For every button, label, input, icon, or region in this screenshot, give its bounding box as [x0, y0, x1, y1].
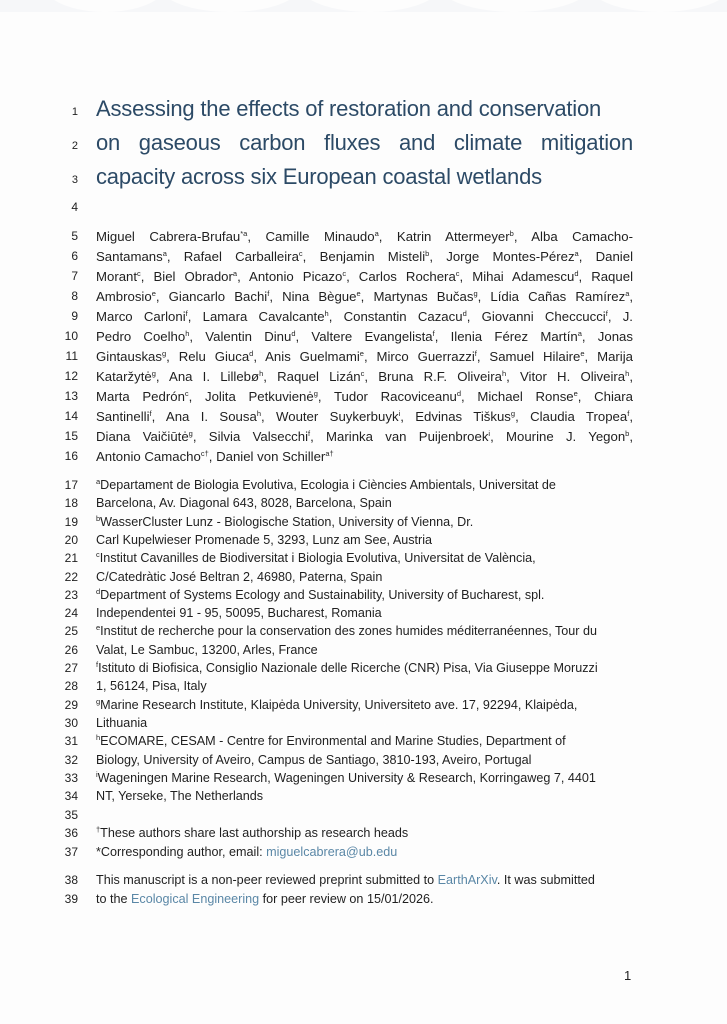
author-name: , Constantin Cazacu [328, 309, 463, 324]
author-line [96, 309, 633, 324]
affiliation-superscript: g [161, 349, 167, 358]
affiliation-superscript: f [96, 660, 99, 669]
affiliation-superscript: h [259, 369, 264, 378]
affiliation-line [96, 716, 633, 730]
affiliation-superscript: b [509, 229, 514, 238]
author-name: , Lamara Cavalcante [187, 309, 325, 324]
author-name: , Michael Ronse [461, 389, 574, 404]
affiliation-line [96, 606, 633, 620]
author-name: Morant [96, 269, 138, 284]
author-line [96, 449, 633, 464]
affiliation-superscript: a [162, 249, 167, 258]
affiliation-superscript: h [185, 329, 190, 338]
eartharxiv-link[interactable]: EarthArXiv [437, 873, 497, 887]
affiliation-superscript: c [298, 249, 303, 258]
author-name: , Marinka van Puijenbroek [310, 429, 489, 444]
author-name: , Vitor H. Oliveira [506, 369, 626, 384]
author-line [96, 349, 633, 364]
author-name: , Wouter Suykerbuyk [261, 409, 399, 424]
affiliation-superscript: e [573, 389, 578, 398]
author-name: , Giovanni Checcucci [466, 309, 606, 324]
email-link[interactable]: miguelcabrera@ub.edu [266, 845, 398, 859]
author-name: , Martynas Bučas [360, 289, 474, 304]
author-name: Miguel Cabrera-Brufau [96, 229, 241, 244]
preprint-notice-line [96, 892, 633, 906]
title-line: Assessing the effects of restoration and conservation [96, 96, 602, 121]
affiliation-superscript: c [137, 269, 141, 278]
author-name: Gintauskas [96, 349, 162, 364]
author-name: , Edvinas Tiškus [400, 409, 511, 424]
author-name: , Camille Minaudo [247, 229, 375, 244]
line-number: 6 [71, 249, 78, 263]
affiliation-text: Barcelona, Av. Diagonal 643, 8028, Barcelona, Spain [96, 496, 392, 511]
affiliation-superscript: † [96, 825, 101, 834]
page-number: 1 [624, 968, 632, 983]
line-number: 10 [64, 329, 78, 343]
line-number: 28 [64, 679, 78, 694]
affiliation-text: Departament de Biologia Evolutiva, Ecologia i Ciències Ambientals, Universitat de [100, 478, 556, 492]
author-name: , Tudor Racoviceanu [317, 389, 457, 404]
affiliation-line [96, 551, 633, 565]
affiliation-superscript: f [627, 409, 630, 418]
author-line [96, 389, 633, 404]
affiliation-text: WasserCluster Lunz - Biologische Station, University of Vienna, Dr. [100, 514, 474, 529]
affiliation-superscript: c [342, 269, 347, 278]
affiliation-superscript: g [188, 429, 193, 438]
affiliation-line [96, 624, 633, 638]
line-number: 16 [64, 449, 78, 463]
line-number: 4 [71, 200, 78, 214]
notice-text: to the [96, 892, 132, 906]
line-number: 14 [64, 409, 78, 423]
affiliation-superscript: b [625, 429, 630, 438]
author-name: , Lídia Cañas Ramírez [477, 289, 626, 304]
affiliation-text: Biology, University of Aveiro, Campus de Santiago, 3810-193, Aveiro, Portugal [96, 752, 532, 767]
author-name: Diana Vaičiūtė [96, 429, 189, 444]
author-name: Santamans [96, 249, 163, 264]
author-name: , Mourine J. Yegon [490, 429, 626, 444]
author-name: , Bruna R.F. Oliveira [364, 369, 502, 384]
author-name: , Relu Giuca [166, 349, 250, 364]
affiliation-superscript: h [501, 369, 507, 378]
line-number: 9 [71, 309, 78, 323]
affiliation-line [96, 588, 633, 602]
preprint-notice-line [96, 873, 633, 887]
author-name: , Jonas [581, 329, 633, 344]
affiliation-text: Institut Cavanilles de Biodiversitat i Biologia Evolutiva, Universitat de València, [99, 551, 536, 566]
affiliation-line [96, 515, 633, 529]
line-number: 19 [64, 514, 78, 529]
author-name: , Carlos Rochera [346, 269, 456, 284]
author-line [96, 289, 633, 304]
line-number: 29 [64, 697, 78, 712]
author-name: , Valentin Dinu [189, 329, 292, 344]
line-number: 34 [64, 789, 78, 804]
line-number: 24 [64, 606, 78, 621]
affiliation-superscript: f [474, 349, 477, 358]
author-name: , Biel Obrador [140, 269, 233, 284]
affiliation-superscript: g [96, 696, 101, 706]
affiliation-superscript: e [359, 349, 364, 358]
affiliation-superscript: e [580, 349, 585, 358]
affiliation-superscript: c [96, 550, 100, 560]
affiliation-superscript: d [456, 389, 462, 398]
affiliation-superscript: a [96, 477, 101, 486]
affiliation-superscript: i [488, 429, 491, 438]
affiliation-text: Carl Kupelwieser Promenade 5, 3293, Lunz am See, Austria [96, 532, 433, 547]
affiliation-line [96, 533, 633, 547]
line-number: 33 [64, 770, 78, 785]
affiliation-superscript: *a [240, 229, 248, 238]
line-number: 17 [64, 478, 78, 492]
affiliation-superscript: g [473, 289, 478, 298]
author-name: , Samuel Hilaire [476, 349, 581, 364]
line-number: 39 [64, 892, 78, 906]
line-number: 26 [64, 642, 78, 657]
author-name: , Rafael Carballeira [166, 249, 299, 264]
author-name: , Alba Camacho- [513, 229, 633, 244]
affiliation-line [96, 661, 633, 675]
affiliation-superscript: a† [325, 449, 334, 458]
affiliation-text: Independentei 91 - 95, 50095, Bucharest, Romania [96, 606, 382, 621]
title-line: on gaseous carbon fluxes and climate mitigation [96, 130, 633, 155]
affiliation-superscript: f [432, 329, 435, 338]
affiliation-line [96, 496, 633, 510]
line-number: 15 [64, 429, 78, 443]
author-line [96, 369, 633, 384]
affiliation-text: C/Catedràtic José Beltran 2, 46980, Paterna, Spain [96, 569, 383, 584]
line-number: 35 [64, 808, 78, 822]
line-number: 30 [64, 715, 78, 730]
author-name: , Chiara [577, 389, 633, 404]
affiliation-superscript: f [308, 429, 311, 438]
line-number: 18 [64, 496, 78, 511]
line-number: 1 [71, 106, 78, 118]
author-name: , Ana I. Lillebø [155, 369, 260, 384]
affiliation-superscript: e [96, 623, 101, 633]
author-name: , Nina Bègue [269, 289, 357, 304]
affiliation-text: NT, Yerseke, The Netherlands [96, 789, 264, 804]
author-name: , Benjamin Misteli [302, 249, 426, 264]
affiliation-superscript: d [96, 586, 101, 596]
affiliation-superscript: c [455, 269, 460, 278]
line-number: 37 [64, 845, 78, 859]
top-page-edge [0, 0, 727, 12]
line-number: 31 [64, 734, 78, 749]
affiliation-text: Wageningen Marine Research, Wageningen University & Research, Korringaweg 7, 4401 [97, 770, 596, 785]
corresponding-author-note [96, 845, 633, 859]
affiliation-superscript: f [185, 309, 188, 318]
affiliation-text: 1, 56124, Pisa, Italy [96, 679, 207, 694]
author-name: , Marija [584, 349, 633, 364]
author-name: Antonio Camacho [96, 449, 201, 464]
line-number: 36 [64, 826, 78, 840]
author-line [96, 269, 633, 284]
affiliation-line [96, 478, 633, 492]
line-number: 22 [64, 569, 78, 584]
affiliation-superscript: f [267, 289, 270, 298]
line-number: 13 [64, 389, 78, 403]
affiliation-superscript: b [425, 249, 430, 258]
affiliation-line [96, 734, 633, 748]
affiliation-text: Marine Research Institute, Klaipėda University, Universiteto ave. 17, 92294, Klaipėda, [100, 697, 578, 712]
affiliation-text: ECOMARE, CESAM - Centre for Environmental and Marine Studies, Department of [100, 734, 566, 749]
affiliation-text: Valat, Le Sambuc, 13200, Arles, France [96, 642, 318, 657]
author-name: , [629, 369, 633, 384]
author-name: , Ana I. Sousa [151, 409, 257, 424]
line-number: 8 [71, 289, 78, 303]
author-name: , Claudia Tropea [515, 409, 628, 424]
author-name: , Katrin Attermeyer [378, 229, 510, 244]
affiliation-superscript: d [291, 329, 296, 338]
notice-text: for peer review on 15/01/2026. [259, 892, 434, 906]
author-name: Marta Pedrón [96, 389, 185, 404]
author-name: Pedro Coelho [96, 329, 186, 344]
author-name: Kataržytė [96, 369, 152, 384]
affiliation-superscript: c [184, 389, 189, 398]
affiliation-superscript: g [151, 369, 156, 378]
line-number: 7 [71, 269, 78, 283]
note-text: These authors share last authorship as research heads [100, 826, 409, 840]
journal-link[interactable]: Ecological Engineering [131, 892, 260, 906]
line-number: 11 [65, 349, 78, 363]
author-name: , Mirco Guerrazzi [363, 349, 475, 364]
line-number: 38 [64, 873, 78, 887]
line-number: 2 [71, 140, 78, 152]
author-name: , [629, 289, 634, 304]
affiliation-superscript: h [256, 409, 261, 418]
author-name: , Ilenia Férez Martín [434, 329, 578, 344]
affiliation-line [96, 698, 633, 712]
affiliation-superscript: a [577, 329, 582, 338]
author-name: , Daniel von Schiller [208, 449, 326, 464]
author-line [96, 329, 633, 344]
affiliation-superscript: g [313, 389, 318, 398]
affiliation-superscript: i [398, 409, 401, 418]
affiliation-text: Institut de recherche pour la conservation des zones humides méditerranéennes, Tour du [100, 624, 597, 639]
affiliation-text: Lithuania [96, 715, 148, 730]
author-name: , [629, 409, 633, 424]
line-number: 25 [64, 624, 78, 639]
author-name: , Silvia Valsecchi [192, 429, 309, 444]
author-name: , [629, 429, 634, 444]
author-name: Ambrosio [96, 289, 152, 304]
affiliation-superscript: d [249, 349, 254, 358]
author-name: , Jorge Montes-Pérez [429, 249, 575, 264]
author-name: , Jolita Petkuvienė [188, 389, 314, 404]
affiliation-superscript: a [574, 249, 579, 258]
author-name: Marco Carloni [96, 309, 186, 324]
line-number: 5 [71, 229, 78, 243]
affiliation-line [96, 753, 633, 767]
affiliation-superscript: a [625, 289, 630, 298]
line-number: 21 [64, 551, 78, 566]
affiliation-line [96, 643, 633, 657]
author-line [96, 249, 633, 264]
author-line [96, 229, 633, 244]
affiliation-superscript: f [149, 409, 152, 418]
line-number: 27 [64, 661, 78, 675]
affiliation-superscript: f [605, 309, 608, 318]
notice-text: This manuscript is a non-peer reviewed preprint submitted to [96, 873, 438, 887]
affiliation-superscript: d [462, 309, 467, 318]
author-name: , Raquel [578, 269, 633, 284]
author-name: Santinelli [96, 409, 150, 424]
author-name: , J. [607, 309, 633, 324]
last-authorship-note [96, 826, 633, 840]
affiliation-superscript: h [96, 733, 101, 743]
affiliation-superscript: a [374, 229, 379, 238]
author-name: , Daniel [578, 249, 634, 264]
author-name: , Valtere Evangelista [295, 329, 433, 344]
affiliation-line [96, 679, 633, 693]
affiliation-superscript: h [324, 309, 329, 318]
affiliation-superscript: g [510, 409, 516, 418]
affiliation-superscript: c† [200, 449, 209, 458]
line-number: 23 [64, 587, 78, 602]
author-name: , Anis Guelmami [253, 349, 360, 364]
affiliation-line [96, 771, 633, 785]
affiliation-text: Department of Systems Ecology and Sustainability, University of Bucharest, spl. [100, 587, 545, 602]
affiliation-superscript: i [96, 769, 98, 779]
affiliation-superscript: a [232, 269, 238, 278]
note-text: *Corresponding author, email: [96, 845, 267, 859]
affiliation-superscript: b [96, 513, 101, 523]
notice-text: . It was submitted [496, 873, 595, 887]
line-number: 20 [64, 532, 78, 547]
author-name: , Mihai Adamescu [459, 269, 575, 284]
author-name: , Giancarlo Bachi [155, 289, 268, 304]
title-line: capacity across six European coastal wetlands [96, 164, 542, 189]
affiliation-line [96, 789, 633, 803]
author-line [96, 409, 633, 424]
line-number: 32 [64, 752, 78, 767]
line-number: 12 [64, 369, 78, 383]
affiliation-superscript: h [625, 369, 630, 378]
affiliation-superscript: e [151, 289, 156, 298]
affiliation-superscript: d [574, 269, 579, 278]
affiliation-text: Istituto di Biofisica, Consiglio Nazionale delle Ricerche (CNR) Pisa, Via Giuseppe Moruzzi [98, 661, 598, 675]
affiliation-superscript: e [356, 289, 361, 298]
affiliation-superscript: c [360, 369, 365, 378]
line-number: 3 [71, 174, 78, 186]
author-name: , Antonio Picazo [237, 269, 343, 284]
author-name: , Raquel Lizán [263, 369, 361, 384]
affiliation-line [96, 570, 633, 584]
author-line [96, 429, 633, 444]
